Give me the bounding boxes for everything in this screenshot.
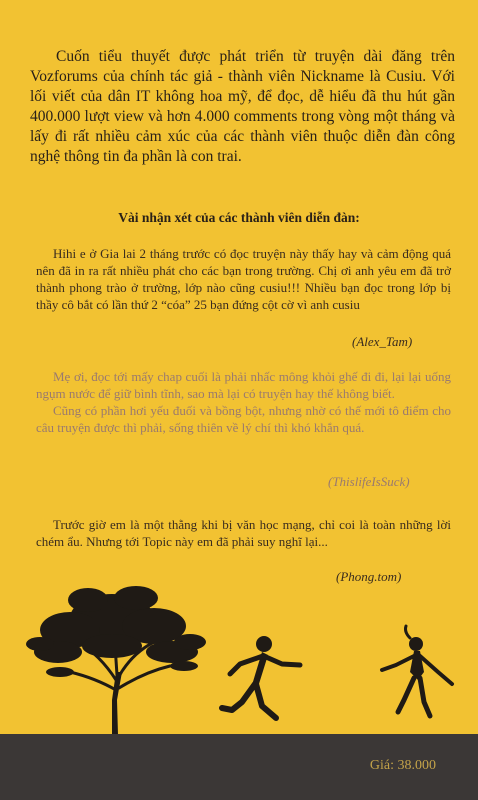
- silhouette-scene: [0, 560, 478, 735]
- review-thislifeissuck: [36, 368, 451, 436]
- review-phong-tom: [36, 516, 451, 550]
- reviews-heading: Vài nhận xét của các thành viên diễn đàn:: [118, 210, 360, 225]
- review-author: (Phong.tom): [336, 569, 402, 584]
- price-label: Giá: 38.000: [369, 758, 436, 773]
- review-text: Mẹ ơi, đọc tới mấy chap cuối là phải nhấc mông khỏi ghế đi đi, lại lại uống ngụm nước để giữ bình tĩnh, sao mà lại có truyện hay thế không biết.: [36, 369, 451, 401]
- footer-bar: [0, 734, 478, 800]
- review-text: Trước giờ em là một thằng khi bị văn học mạng, chỉ coi là toàn những lời chém ẩu. Nhưng tới Topic này em đã phải suy nghĩ lại...: [36, 517, 451, 549]
- running-girl-silhouette-icon: [382, 626, 452, 716]
- review-text: Hihi e ở Gia lai 2 tháng trước có đọc truyện này thấy hay và cảm động quá nên đã in ra rất nhiều phát cho các bạn trong trường. Chị ơi anh yêu em đã trở thành phong trào ở trường, lớp nào cũng cusiu!!! Nhiều bạn đọc trong lớp bị thầy cô bắt có lần thứ 2 “cóa” 25 bạn đứng cột cờ vì anh cusiu: [36, 246, 451, 312]
- review-author: (ThislifeIsSuck): [328, 474, 410, 489]
- review-alex-tam: [36, 245, 451, 313]
- review-text: Cũng có phần hơi yếu đuối và bồng bột, nhưng nhờ có thế mới tô điểm cho câu truyện được thì phải, sống thiên về lý chí thì khó khắn quá.: [36, 403, 451, 435]
- tree-silhouette-icon: [26, 586, 206, 735]
- running-man-silhouette-icon: [222, 636, 300, 718]
- review-author: (Alex_Tam): [352, 334, 413, 349]
- intro-paragraph: Cuốn tiểu thuyết được phát triển từ truyện dài đăng trên Vozforums của chính tác giả - thành viên Nickname là Cusiu. Với lối viết của dân IT không hoa mỹ, để đọc, dễ hiểu đã thu hút gần 400.000 lượt view và hơn 4.000 comments trong vòng một tháng và lấy đi rất nhiều cảm xúc của các thành viên thuộc diễn đàn công nghệ thông tin đa phần là con trai.: [30, 48, 455, 165]
